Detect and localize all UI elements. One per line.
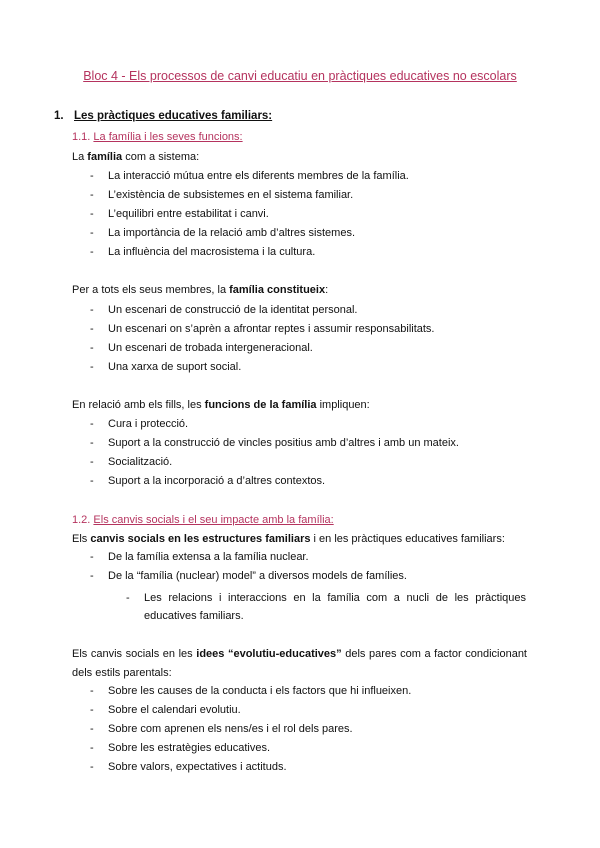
list-item — [90, 475, 325, 487]
list-item-text: Suport a la incorporació a d’altres contextos. — [108, 475, 326, 487]
text: com a sistema: — [122, 151, 200, 163]
dash: - — [90, 685, 94, 697]
subsection-label: Els canvis socials i el seu impacte amb la família: — [93, 514, 334, 526]
dash: - — [90, 456, 94, 468]
list-item — [90, 227, 355, 239]
list-item-text: Socialització. — [108, 456, 173, 468]
list-item-text: Un escenari de construcció de la identitat personal. — [108, 304, 358, 316]
dash: - — [90, 704, 94, 716]
dash: - — [90, 742, 94, 754]
list-item — [90, 246, 315, 258]
list-item-text: Una xarxa de suport social. — [108, 361, 242, 373]
text: dels pares com a factor condicionant dels estils parentals: — [72, 648, 527, 679]
list-item — [90, 685, 411, 697]
list-item-text: Sobre les estratègies educatives. — [108, 742, 271, 754]
dash: - — [90, 761, 94, 773]
dash: - — [90, 342, 94, 354]
dash: - — [90, 304, 94, 316]
list-item — [90, 304, 357, 316]
paragraph-family-constitutes — [72, 281, 328, 300]
document-title: Bloc 4 - Els processos de canvi educatiu en pràctiques educatives no escolars — [83, 69, 517, 83]
text: Els canvis socials en les — [72, 648, 197, 660]
subsection-number: 1.1. — [72, 131, 91, 143]
subsection-heading-1-2 — [72, 514, 334, 526]
list-item — [90, 704, 241, 716]
dash: - — [90, 437, 94, 449]
subsection-number: 1.2. — [72, 514, 91, 526]
text: : — [325, 284, 329, 296]
list-item-text: Suport a la construcció de vincles positius amb d’altres i amb un mateix. — [108, 437, 459, 449]
list-item-text: L’existència de subsistemes en el sistema familiar. — [108, 189, 354, 201]
subsection-heading-1-1 — [72, 131, 243, 143]
bold-text: família — [87, 151, 123, 163]
list-item-text: Un escenari on s’aprèn a afrontar reptes i assumir responsabilitats. — [108, 323, 435, 335]
list-item — [90, 456, 172, 468]
dash: - — [90, 723, 94, 735]
section-number: 1. — [54, 110, 64, 122]
list-item-text: La interacció mútua entre els diferents membres de la família. — [108, 170, 409, 182]
list-item — [90, 361, 241, 373]
list-item — [90, 723, 353, 735]
nested-list-item — [126, 589, 526, 625]
list-item — [90, 551, 309, 563]
list-item — [90, 342, 313, 354]
dash: - — [90, 570, 94, 582]
list-item — [90, 208, 269, 220]
dash: - — [90, 189, 94, 201]
list-item-text: Sobre com aprenen els nens/es i el rol dels pares. — [108, 723, 353, 735]
dash: - — [90, 361, 94, 373]
subsection-label: La família i les seves funcions: — [93, 131, 243, 143]
list-item — [90, 761, 287, 773]
list-item-text: Cura i protecció. — [108, 418, 189, 430]
dash: - — [90, 323, 94, 335]
bold-text: família constitueix — [229, 284, 326, 296]
list-item-text: La influència del macrosistema i la cultura. — [108, 246, 316, 258]
list-item — [90, 189, 353, 201]
text: Els — [72, 533, 91, 545]
list-item — [90, 323, 435, 335]
list-item-text: Sobre el calendari evolutiu. — [108, 704, 241, 716]
bold-text: canvis socials en les estructures familiars — [90, 533, 311, 545]
paragraph-family-system — [72, 148, 199, 167]
list-item-text: La importància de la relació amb d’altres sistemes. — [108, 227, 356, 239]
dash: - — [90, 246, 94, 258]
list-item-text: Sobre valors, expectatives i actituds. — [108, 761, 287, 773]
dash: - — [90, 208, 94, 220]
paragraph-evolutive-ideas — [72, 645, 527, 683]
dash: - — [90, 418, 94, 430]
dash: - — [90, 475, 94, 487]
list-item-text: De la família extensa a la família nuclear. — [108, 551, 309, 563]
list-item-text: Les relacions i interaccions en la família com a nucli de les pràctiques educatives familiars. — [144, 592, 526, 622]
section-label: Les pràctiques educatives familiars: — [74, 110, 273, 122]
paragraph-social-changes — [72, 530, 505, 549]
text: impliquen: — [316, 399, 370, 411]
paragraph-family-functions — [72, 396, 370, 415]
list-item-text: Un escenari de trobada intergeneracional. — [108, 342, 313, 354]
list-item-text: Sobre les causes de la conducta i els factors que hi influeixen. — [108, 685, 412, 697]
text: Per a tots els seus membres, la — [72, 284, 230, 296]
list-item — [90, 570, 407, 582]
list-item — [90, 418, 188, 430]
list-item — [90, 170, 409, 182]
bold-text: funcions de la família — [204, 399, 317, 411]
dash: - — [126, 592, 130, 604]
dash: - — [90, 170, 94, 182]
list-item-text: L’equilibri entre estabilitat i canvi. — [108, 208, 269, 220]
dash: - — [90, 551, 94, 563]
list-item-text: De la “família (nuclear) model” a diversos models de famílies. — [108, 570, 407, 582]
list-item — [90, 437, 459, 449]
text: La — [72, 151, 88, 163]
dash: - — [90, 227, 94, 239]
bold-text: idees “evolutiu-educatives” — [196, 648, 342, 660]
text: En relació amb els fills, les — [72, 399, 205, 411]
list-item — [90, 742, 270, 754]
text: i en les pràctiques educatives familiars: — [310, 533, 505, 545]
section-heading-1 — [54, 110, 272, 122]
